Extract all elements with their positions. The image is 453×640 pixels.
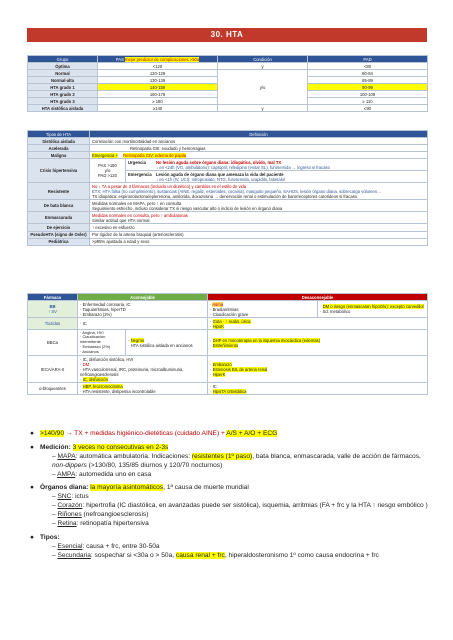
- row-group: HTA grado 1: [28, 84, 98, 91]
- row-group: Normal: [28, 70, 98, 77]
- bbca-good: · Angina, HVI · Claudicación intermitente · Embarazo (2%) · Ancianos: [78, 330, 126, 356]
- drug-table: [27, 293, 428, 395]
- type-def: Por rigidez de la arteria braquial (arteriosclerosis): [90, 231, 428, 238]
- page-title: 30. HTA: [27, 28, 427, 42]
- note-treatment: ● >140/90 → TX + medidas higiénico-dietéticas (cuidado AINE) + A/S + A/O + ECG: [30, 430, 278, 437]
- col-pas: PAS mejor predictor de complicaciones >50a: [98, 56, 218, 63]
- cell-pad: 100-109: [308, 91, 428, 98]
- ieca-bad: · Embarazo · Estenosis BIL de arteria renal · HiperK: [208, 356, 428, 383]
- drug-alfa: α-bloqueantes: [28, 383, 78, 395]
- type-def: Medidas normales en consulta, pero ↑ ambulatorias Similar actitud que HTA normal: [90, 212, 428, 224]
- col-aconsejable: Aconsejable: [78, 294, 208, 301]
- type-def: >p95% ajustada a edad y sexo: [90, 238, 428, 245]
- row-group: HTA grado 2: [28, 91, 98, 98]
- bb-good: · Enfermedad coronaria, IC · Taquiarritmias, hiperTD · Embarazo (2%): [78, 301, 208, 318]
- col-tipos: Tipos de HTA: [28, 131, 90, 138]
- urgencia-def: Urgencia No lesión aguda sobre órgano diana: idiopática, olvido, mal TX ↓ en <24h (VO, ambulatorio): captopril, nifedipino (evitar SL), furosemida → ingreso si fracaso: [126, 159, 428, 171]
- cell-pas: ≥140: [98, 105, 218, 112]
- cell-cond: y: [218, 105, 308, 112]
- cell-pad: 85-89: [308, 77, 428, 84]
- note-tipos: ● Tipos: – Esencial: causa + frc, entre 30-50a – Secundaria: sospechar si <30a o > 50a, causa renal + frc, hiperaldosteronismo 1º como causa endocrina + frc: [30, 533, 379, 559]
- type-label: Sistólica aislada: [28, 138, 90, 145]
- bb-bad: · Asma · Bradiarritmias · Claudicación grave: [208, 301, 318, 318]
- bb-bad2: · DM o riesgo (enmascaran hipoGlu): excepto carvedilol · Sd. metabólico: [318, 301, 428, 318]
- hta-types-table: [27, 130, 428, 246]
- type-def: Correlación con mortimortalidad en ancianos: [90, 138, 428, 145]
- col-pad: PAD: [308, 56, 428, 63]
- row-group: HTA sistólica aislada: [28, 105, 98, 112]
- type-label: Resistente: [28, 183, 90, 200]
- type-def: No ↓ TA a pesar de 3 fármacos (incluido un diurético) y cambios en el estilo de vida ETX: HTA falsa (no cumplimiento), sustancias (AINE, regaliz, esteroides, cocaína), manguito pequeño, SAHOS, lesión órgano diana, sobrecarga volumen… TX idiopática: espironolactona/eplerenona, amilorida, doxazosina → denervación renal o estimulación de barorreceptores carotídeos si fracaso: [90, 183, 428, 200]
- notes: [30, 430, 430, 566]
- type-label: Crisis hipertensiva: [28, 159, 90, 183]
- type-label: Pediátrica: [28, 238, 90, 245]
- cell-pas: <120: [98, 63, 218, 70]
- col-farmaco: Fármaco: [28, 294, 78, 301]
- note-organos: ● Órganos diana: la mayoría asintomáticos, 1ª causa de muerte mundial – SNC: ictus – Corazón: hipertrofia (IC diastólica, en avanzadas puede ser sistólica), isquemia, arritmias (FA + frc y la HTA ↑ riesgo embólico ) – Riñones (nefroangioesclerosis) – Retina: retinopatía hipertensiva: [30, 484, 428, 528]
- cell-pas: 160-179: [98, 91, 218, 98]
- row-group: HTA grado 3: [28, 98, 98, 105]
- type-label: Maligna: [28, 152, 90, 159]
- alfa-bad: · IC · HipoTA ortostática: [208, 383, 428, 395]
- cell-cond: y: [218, 63, 308, 70]
- crisis-threshold: PAS >180 y/o PAD >120: [90, 159, 126, 183]
- cell-pas: 130-139: [98, 77, 218, 84]
- type-label: Acelerada: [28, 145, 90, 152]
- cell-cond: y/o: [218, 70, 308, 105]
- cell-pas: 140-159: [98, 84, 218, 91]
- type-def: ↑ excesivo en esfuerzo: [90, 224, 428, 231]
- col-desaconsejable: Desaconsejable: [208, 294, 428, 301]
- cell-pas: ≥ 180: [98, 98, 218, 105]
- type-def: Emergencia + Retinopatía GIV: edema de papila: [90, 152, 428, 159]
- drug-bb: BB ↑ SV: [28, 301, 78, 318]
- cell-pad: 80-84: [308, 70, 428, 77]
- type-def: Medidas normales en MAPA, pero ↑ en consulta Seguimiento estrecho, incluso considerar TX si riesgo vascular alto o indicio de lesión en órgano diana: [90, 200, 428, 212]
- ieca-good: · IC, disfunción sistólica, HVI · DM · HTA vasculorrenal, IRC, proteinuria, microalbuminuria, nefroangioesclerosis · IC, disfunción: [78, 356, 208, 383]
- drug-bbca: BBCa: [28, 330, 78, 356]
- col-grupo: Grupo: [28, 56, 98, 63]
- cell-pad: 90-99: [308, 84, 428, 91]
- cell-pad: ≤90: [308, 105, 428, 112]
- type-label: De ejercicio: [28, 224, 90, 231]
- alfa-good: · HBP, feocromocitoma · HTA resistente, dislipemia incontrolable: [78, 383, 208, 395]
- row-group: Normal-alta: [28, 77, 98, 84]
- note-medicion: ● Medición: 3 veces no consecutivas en 2-3s – MAPA: automática ambulatoria. Indicaciones: resistentes (1º paso), bata blanca, enmascarada, valle de acción de fármacos, non-dippers (>130/80, 135/85 diurnos y 120/70 nocturnos) – AMPA: automedida uno en casa: [30, 443, 421, 478]
- type-label: De bata blanca: [28, 200, 90, 212]
- bbca-good2: · Negros · HTA sistólica aislada en ancianos: [126, 330, 208, 356]
- type-label: Enmascarada: [28, 212, 90, 224]
- tiazidas-bad: · Gota · ↑ reabs. úrica · HipoK: [208, 318, 428, 330]
- bp-classification-table: [27, 55, 428, 112]
- cell-pad: <80: [308, 63, 428, 70]
- row-group: Óptima: [28, 63, 98, 70]
- col-condicion: Condición: [218, 56, 308, 63]
- emergencia-def: Emergencia Lesión aguda de órgano diana que amenaza la vida del paciente ↓ en <1h (IV, UCI): nitroprusiato, NTG, furosemida, urapidilo, labetalol: [126, 171, 428, 183]
- drug-ieca: IECA/ARA-II: [28, 356, 78, 383]
- cell-pas: 120-129: [98, 70, 218, 77]
- cell-pad: ≥ 110: [308, 98, 428, 105]
- drug-tiazidas: Tiazidas: [28, 318, 78, 330]
- bbca-bad: · DHP en monoterapia en la isquemia miocárdica (edemas) · Estreñimiento: [208, 330, 428, 356]
- type-def: Retinopatía GIII: exudado y hemorragias: [90, 145, 428, 152]
- type-label: PseudoHTA (signo de Osler): [28, 231, 90, 238]
- col-definicion: Definición: [90, 131, 428, 138]
- tiazidas-good: · IC: [78, 318, 208, 330]
